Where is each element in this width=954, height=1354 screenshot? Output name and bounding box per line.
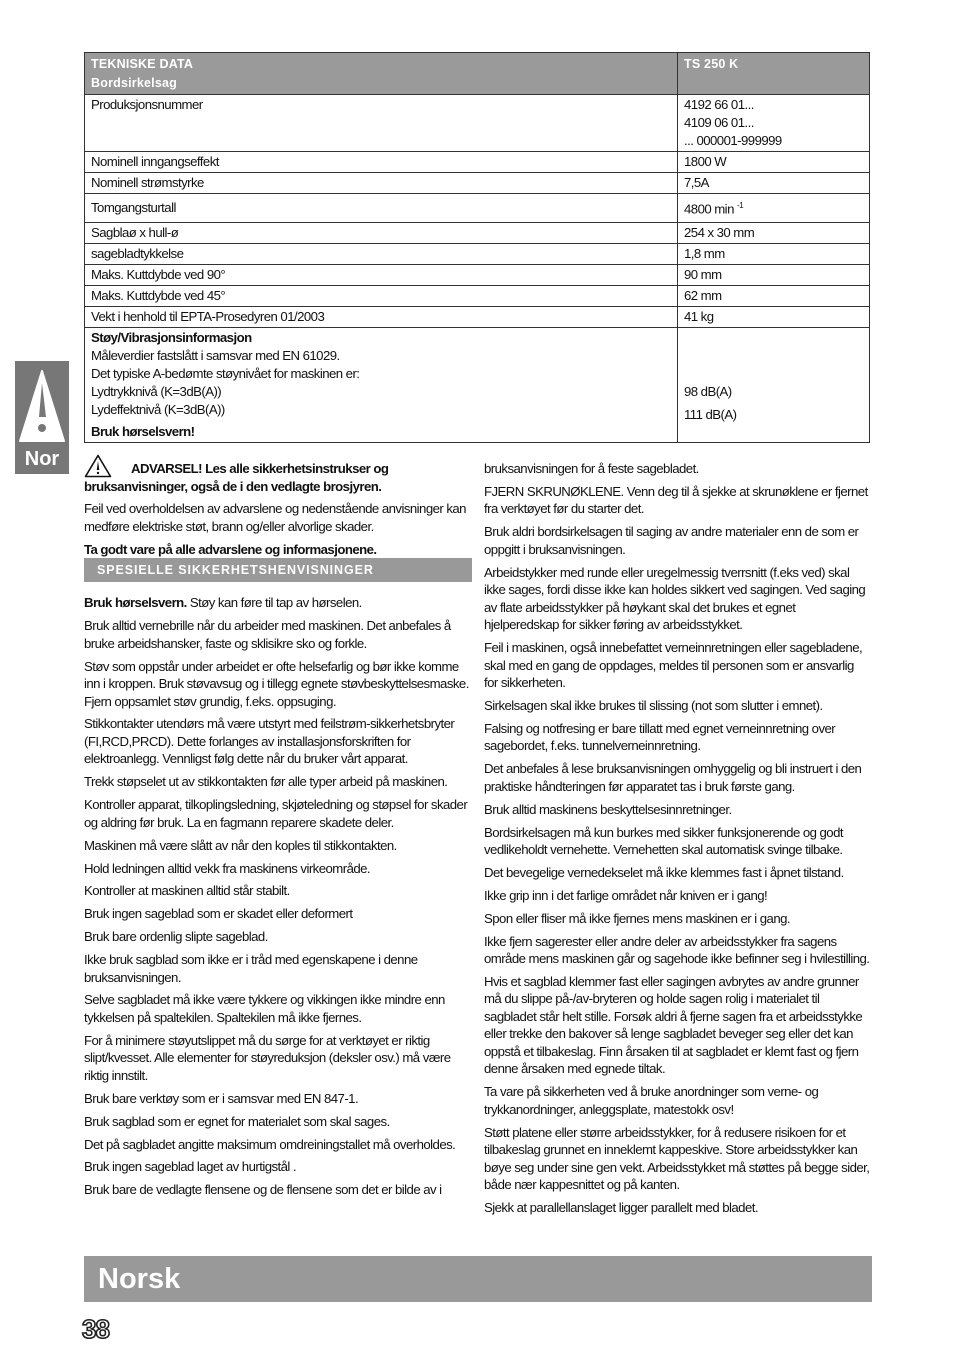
table-title: TEKNISKE DATA	[91, 57, 194, 71]
safety-paragraph: Bruk ingen sageblad laget av hurtigstål .	[84, 1159, 297, 1175]
safety-paragraph: Støtt platene eller større arbeidsstykker, for å redusere risikoen for et tilbakeslag grunnet en inneklemt kappeskive. Store arbeidsstykker kan bøye seg under sine gen vekt. Arbeidsstykket må støttes på begge sider, både nær kappesnittet og på kanten.	[484, 1124, 870, 1193]
table-row	[85, 152, 870, 173]
warning-paragraph	[84, 460, 472, 495]
speed-unit-exponent: -1	[736, 201, 743, 211]
safety-paragraph: FJERN SKRUNØKLENE. Venn deg til å sjekke at skrunøklene er fjernet fra verktøyet før du starter det.	[484, 483, 868, 517]
table-row	[85, 173, 870, 194]
noise-title: Støy/Vibrasjonsinformasjon	[91, 330, 252, 345]
row-label: Produksjonsnummer	[85, 95, 678, 152]
row-value	[678, 95, 870, 152]
section-title-bar: SPESIELLE SIKKERHETSHENVISNINGER	[84, 558, 472, 582]
row-value: 1,8 mm	[678, 244, 870, 265]
safety-paragraph: Bordsirkelsagen må kun burkes med sikker funksjonerende og godt vedlikeholdt vernehette. Vernehetten skal automatisk svinge tilbake.	[484, 824, 843, 858]
safety-paragraph: Ikke fjern sagerester eller andre deler av arbeidsstykker fra sagens område mens maskinen går og sagehode ikke befinner seg i hvilestilling.	[484, 933, 870, 967]
hearing-rest: Støy kan føre til tap av hørselen.	[186, 595, 362, 611]
safety-paragraph: Støv som oppstår under arbeidet er ofte helsefarlig og bør ikke komme inn i kroppen. Bruk støvavsug og i tillegg egnete støvbeskyttelsesmaske. Fjern oppsamlet støv grundig, f.eks. oppsuging.	[84, 658, 469, 709]
safety-paragraph: Bruk sagblad som er egnet for materialet som skal sages.	[84, 1113, 390, 1129]
page-number: 38	[82, 1314, 109, 1344]
serial-line: ... 000001-999999	[684, 133, 782, 148]
row-label: Maks. Kuttdybde ved 90°	[85, 265, 678, 286]
safety-paragraph: Trekk støpselet ut av stikkontakten før alle typer arbeid på maskinen.	[84, 774, 448, 790]
safety-paragraph: Bruk alltid vernebrille når du arbeider med maskinen. Det anbefales å bruke arbeidshansker, faste og sklisikre sko og forkle.	[84, 618, 451, 651]
language-footer-bar	[84, 1256, 872, 1302]
noise-value: 98 dB(A)	[684, 384, 732, 399]
safety-paragraph: Det på sagbladet angitte maksimum omdreiningstallet må overholdes.	[84, 1136, 456, 1152]
row-label: Maks. Kuttdybde ved 45°	[85, 286, 678, 307]
serial-line: 4192 66 01...	[684, 97, 754, 112]
table-row-noise	[85, 328, 870, 443]
right-column	[484, 460, 870, 1222]
noise-values-cell	[678, 328, 870, 443]
safety-paragraph: Det bevegelige vernedekselet må ikke klemmes fast i åpnet tilstand.	[484, 864, 844, 880]
safety-paragraph: Falsing og notfresing er bare tillatt med egnet verneinnretning over sagebordet, f.eks. tunnelverneinnretning.	[484, 720, 836, 754]
noise-value: 111 dB(A)	[684, 407, 737, 422]
hearing-paragraph	[84, 594, 472, 612]
safety-paragraph: Bruk bare verktøy som er i samsvar med EN 847-1.	[84, 1090, 359, 1106]
safety-paragraph: Feil i maskinen, også innebefattet verneinnretningen eller sagebladene, skal med en gang de oppdages, meldes til personen som er ansvarlig for sikkerheten.	[484, 640, 863, 691]
safety-paragraph: Ta vare på sikkerheten ved å bruke anordninger som verne- og trykkanordninger, anleggsplate, matestokk osv!	[484, 1084, 819, 1117]
table-row	[85, 286, 870, 307]
table-row	[85, 307, 870, 328]
technical-data-table	[84, 52, 870, 443]
safety-paragraph: Hvis et sagblad klemmer fast eller sagingen avbrytes av andre grunner må du slippe på-/av-bryteren og holde sagen rolig i materialet til sagbladet står helt stille. Forsøk aldri å fjerne sagen fra et arbeidsstykke eller trekke den bakover så lenge sagbladet beveger seg eller det kan oppstå et tilbakeslag. Finn årsaken til at sagbladet er klemt fast og fjern denne årsaken med egnede tiltak.	[484, 973, 863, 1077]
row-label: Tomgangsturtall	[85, 194, 678, 223]
row-label: Nominell strømstyrke	[85, 173, 678, 194]
safety-paragraph: Ikke bruk sagblad som ikke er i tråd med egenskapene i denne bruksanvisningen.	[84, 952, 418, 985]
serial-line: 4109 06 01...	[684, 115, 754, 130]
side-tab-label: Nor	[24, 448, 60, 470]
safety-paragraph: Bruk ingen sageblad som er skadet eller deformert	[84, 906, 353, 922]
warning-text: Feil ved overholdelsen av advarslene og nedenstående anvisninger kan medføre elektriske støt, brann og/eller alvorlige skader.	[84, 501, 466, 534]
safety-paragraph: Maskinen må være slått av når den koples til stikkontakten.	[84, 837, 397, 853]
noise-line: Det typiske A-bedømte støynivået for maskinen er:	[91, 366, 360, 381]
safety-paragraph: Hold ledningen alltid vekk fra maskinens virkeområde.	[84, 860, 371, 876]
safety-paragraph: Sirkelsagen skal ikke brukes til slissing (not som slutter i emnet).	[484, 697, 823, 713]
table-header-row	[85, 53, 870, 95]
hearing-bold: Bruk hørselsvern.	[84, 595, 187, 611]
row-label: Nominell inngangseffekt	[85, 152, 678, 173]
table-row	[85, 223, 870, 244]
noise-footer: Bruk hørselsvern!	[91, 424, 195, 439]
row-label: Sagblaø x hull-ø	[85, 223, 678, 244]
row-label: sagebladtykkelse	[85, 244, 678, 265]
safety-paragraph: Selve sagbladet må ikke være tykkere og vikkingen ikke mindre enn tykkelsen på spaltekilen. Spaltekilen må ikke fjernes.	[84, 992, 445, 1025]
table-row	[85, 194, 870, 223]
safety-paragraph: Bruk aldri bordsirkelsagen til saging av andre materialer enn de som er oppgitt i bruksanvisningen.	[484, 524, 859, 557]
language-label: Norsk	[98, 1263, 181, 1295]
noise-info-cell	[85, 328, 678, 443]
safety-paragraph: Kontroller at maskinen alltid står stabilt.	[84, 883, 290, 899]
safety-paragraph: Sjekk at parallellanslaget ligger parallelt med bladet.	[484, 1200, 758, 1216]
row-value: 90 mm	[678, 265, 870, 286]
safety-paragraph: Bruk bare de vedlagte flensene og de flensene som det er bilde av i	[84, 1182, 442, 1198]
safety-paragraph: Ikke grip inn i det farlige området når kniven er i gang!	[484, 887, 768, 903]
safety-paragraph: Kontroller apparat, tilkoplingsledning, skjøteledning og støpsel for skader og aldring før bruk. La en fagmann reparere skadete deler.	[84, 797, 468, 830]
row-value: 62 mm	[678, 286, 870, 307]
language-side-tab	[15, 361, 69, 474]
safety-paragraph: For å minimere støyutslippet må du sørge for at verktøyet er riktig slipt/kvesset. Alle elementer for støyreduksjon (deksler osv.) må være riktig innstilt.	[84, 1032, 451, 1083]
table-subtitle: Bordsirkelsag	[91, 76, 177, 90]
safety-paragraph: Det anbefales å lese bruksanvisningen omhyggelig og bli instruert i den praktiske håndteringen før apparatet tas i bruk første gang.	[484, 761, 862, 794]
row-value: 1800 W	[678, 152, 870, 173]
table-model: TS 250 K	[678, 53, 870, 95]
warning-triangle-icon	[84, 454, 112, 478]
row-value: 7,5A	[678, 173, 870, 194]
table-row	[85, 244, 870, 265]
left-column	[84, 460, 472, 1204]
warning-keep-text: Ta godt vare på alle advarslene og informasjonene.	[84, 541, 377, 557]
speed-value: 4800 min	[684, 201, 734, 217]
safety-paragraph: Bruk alltid maskinens beskyttelsesinnretninger.	[484, 801, 732, 817]
warning-title: ADVARSEL! Les alle sikkerhetsinstrukser og bruksanvisninger, også de i den vedlagte brosjyren.	[84, 461, 389, 494]
noise-line: Måleverdier fastslått i samsvar med EN 61029.	[91, 348, 340, 363]
safety-paragraph: Bruk bare ordenlig slipte sageblad.	[84, 929, 268, 945]
row-value	[678, 194, 870, 223]
row-label: Vekt i henhold til EPTA-Prosedyren 01/2003	[85, 307, 678, 328]
safety-paragraph: bruksanvisningen for å feste sagebladet.	[484, 461, 699, 476]
safety-paragraph: Spon eller fliser må ikke fjernes mens maskinen er i gang.	[484, 910, 790, 926]
table-row	[85, 95, 870, 152]
row-value: 254 x 30 mm	[678, 223, 870, 244]
table-row	[85, 265, 870, 286]
safety-paragraph: Stikkontakter utendørs må være utstyrt med feilstrøm-sikkerhetsbryter (FI,RCD,PRCD). Dette forlanges av installasjonsforskriften for elektroanlegg. Vennligst følg dette når du bruker vårt apparat.	[84, 716, 455, 767]
row-value: 41 kg	[678, 307, 870, 328]
noise-line: Lydtrykknivå (K=3dB(A))	[91, 384, 222, 399]
table-header-cell	[85, 53, 678, 95]
warning-icon	[18, 365, 66, 445]
noise-line: Lydeffektnivå (K=3dB(A))	[91, 402, 225, 417]
safety-paragraph: Arbeidstykker med runde eller uregelmessig tverrsnitt (f.eks ved) skal ikke sages, fordi disse ikke kan holdes sikkert ved sagingen. Ved saging av flate arbeidsstykker på høykant skal det brukes et egnet hjelperedskap for sikker føring av arbeidsstykket.	[484, 564, 866, 633]
